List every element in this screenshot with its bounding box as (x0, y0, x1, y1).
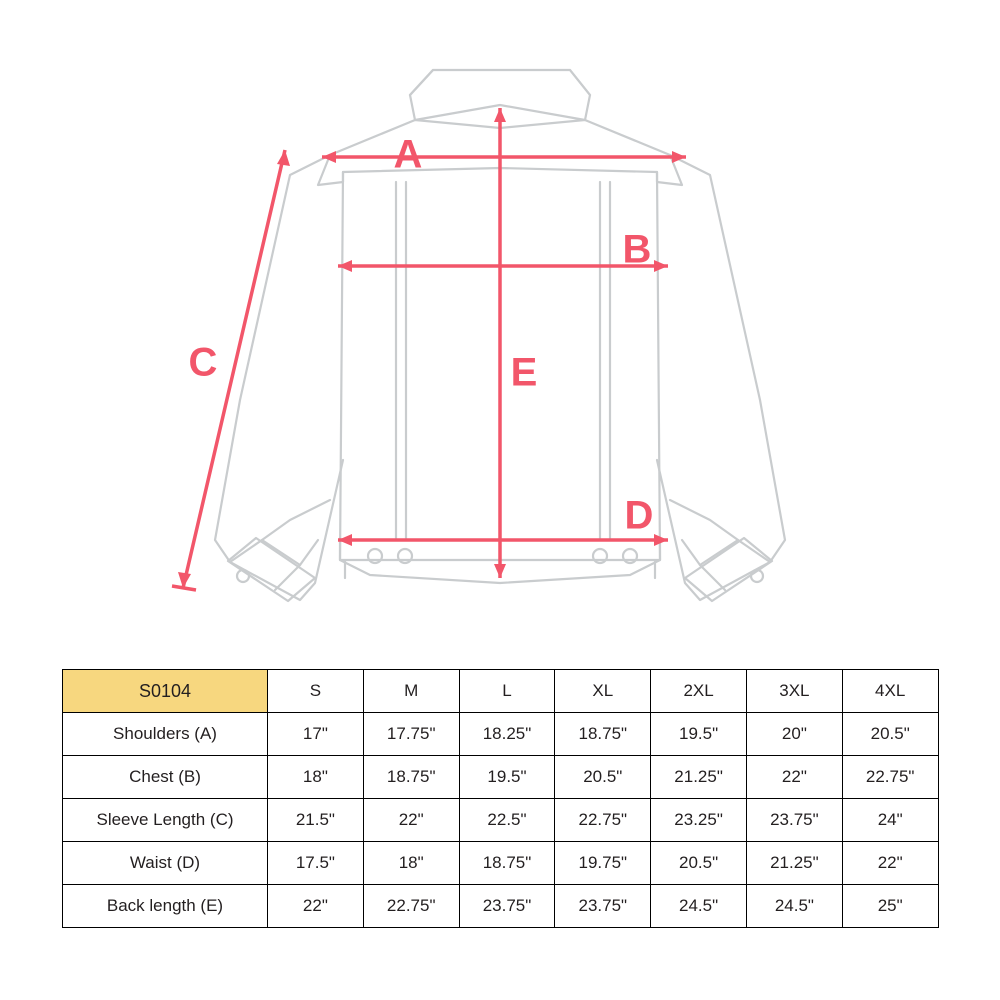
cell-shoulders-m: 17.75" (363, 713, 459, 756)
style-code-cell: S0104 (63, 670, 268, 713)
cell-waist-2xl: 20.5" (651, 842, 747, 885)
column-header-s: S (268, 670, 364, 713)
cell-sleeve-l: 22.5" (459, 799, 555, 842)
cell-shoulders-s: 17" (268, 713, 364, 756)
size-table (62, 669, 939, 928)
column-header-l: L (459, 670, 555, 713)
cell-chest-2xl: 21.25" (651, 756, 747, 799)
label-B: B (622, 227, 652, 272)
cell-chest-xl: 20.5" (555, 756, 651, 799)
cell-shoulders-xl: 18.75" (555, 713, 651, 756)
cell-back-4xl: 25" (842, 885, 938, 928)
cell-waist-l: 18.75" (459, 842, 555, 885)
row-label-chest: Chest (B) (63, 756, 268, 799)
cell-chest-3xl: 22" (746, 756, 842, 799)
cell-sleeve-4xl: 24" (842, 799, 938, 842)
cell-back-xl: 23.75" (555, 885, 651, 928)
table-row (63, 713, 939, 756)
cell-shoulders-l: 18.25" (459, 713, 555, 756)
cell-back-m: 22.75" (363, 885, 459, 928)
cell-sleeve-2xl: 23.25" (651, 799, 747, 842)
cell-waist-s: 17.5" (268, 842, 364, 885)
cell-chest-4xl: 22.75" (842, 756, 938, 799)
cell-waist-3xl: 21.25" (746, 842, 842, 885)
table-row (63, 842, 939, 885)
size-table-body (63, 670, 939, 928)
cell-back-s: 22" (268, 885, 364, 928)
row-label-sleeve-length: Sleeve Length (C) (63, 799, 268, 842)
label-C: C (188, 340, 218, 385)
column-header-4xl: 4XL (842, 670, 938, 713)
cell-shoulders-4xl: 20.5" (842, 713, 938, 756)
cell-back-l: 23.75" (459, 885, 555, 928)
row-label-shoulders: Shoulders (A) (63, 713, 268, 756)
table-row (63, 756, 939, 799)
label-A: A (393, 132, 423, 177)
cell-waist-4xl: 22" (842, 842, 938, 885)
column-header-m: M (363, 670, 459, 713)
row-label-waist: Waist (D) (63, 842, 268, 885)
cell-sleeve-3xl: 23.75" (746, 799, 842, 842)
row-label-back-length: Back length (E) (63, 885, 268, 928)
cell-sleeve-s: 21.5" (268, 799, 364, 842)
label-E: E (510, 350, 538, 395)
table-row (63, 799, 939, 842)
cell-shoulders-2xl: 19.5" (651, 713, 747, 756)
column-header-xl: XL (555, 670, 651, 713)
table-row (63, 885, 939, 928)
table-header-row (63, 670, 939, 713)
cell-back-2xl: 24.5" (651, 885, 747, 928)
cell-sleeve-xl: 22.75" (555, 799, 651, 842)
cell-chest-s: 18" (268, 756, 364, 799)
cell-shoulders-3xl: 20" (746, 713, 842, 756)
label-D: D (624, 493, 654, 538)
cell-back-3xl: 24.5" (746, 885, 842, 928)
column-header-2xl: 2XL (651, 670, 747, 713)
cell-chest-m: 18.75" (363, 756, 459, 799)
cell-sleeve-m: 22" (363, 799, 459, 842)
cell-waist-m: 18" (363, 842, 459, 885)
column-header-3xl: 3XL (746, 670, 842, 713)
cell-chest-l: 19.5" (459, 756, 555, 799)
cell-waist-xl: 19.75" (555, 842, 651, 885)
